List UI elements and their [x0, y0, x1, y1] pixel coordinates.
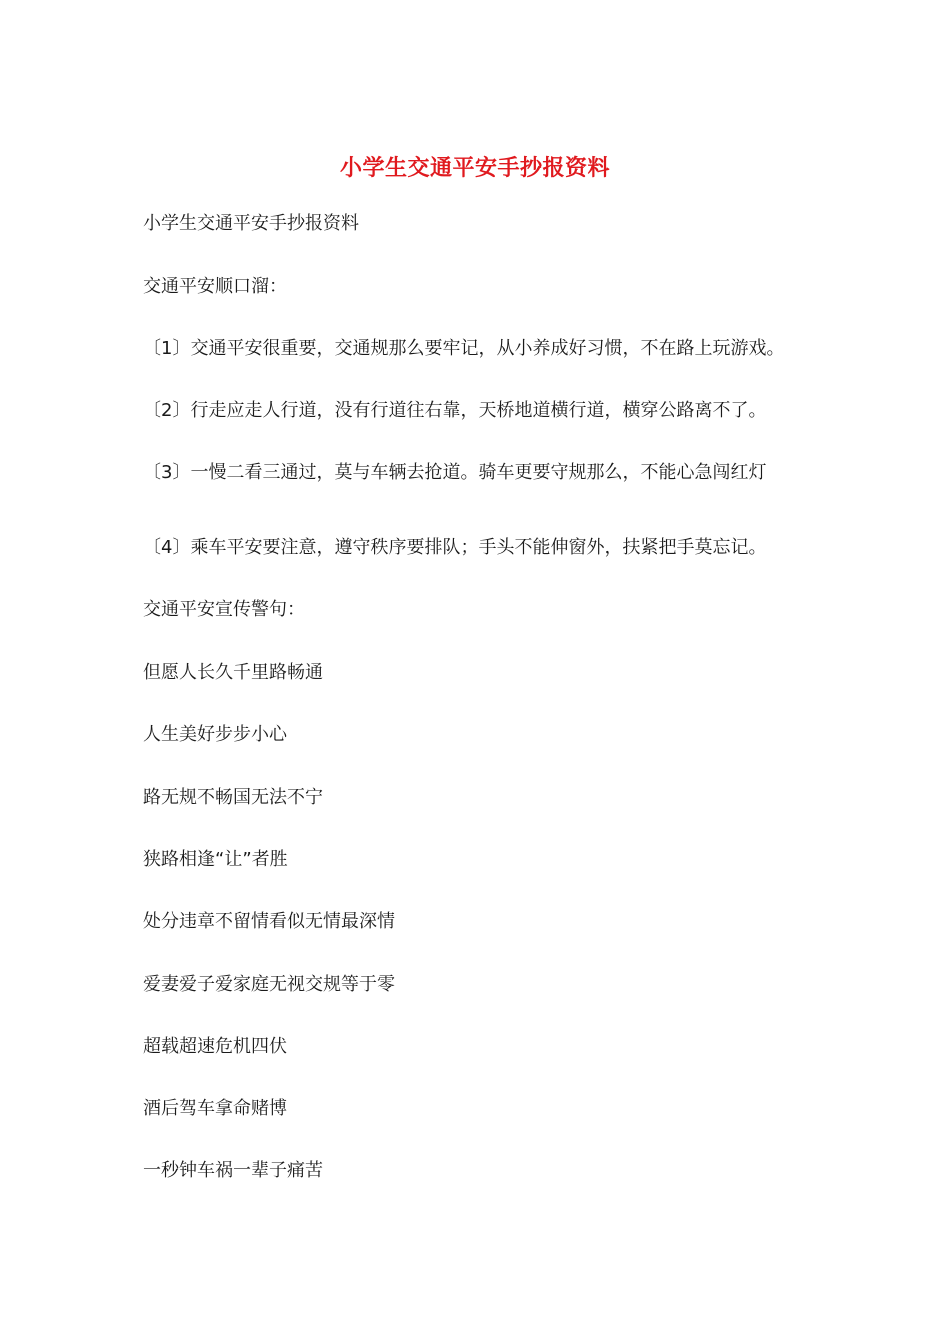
slogan-item: 但愿人长久千里路畅通	[143, 662, 323, 683]
slogan-item: 超载超速危机四伏	[143, 1036, 287, 1057]
slogan-item: 一秒钟车祸一辈子痛苦	[143, 1160, 323, 1181]
rhyme-item-1: 〔1〕交通平安很重要，交通规那么要牢记，从小养成好习惯，不在路上玩游戏。	[143, 338, 785, 359]
paragraph-subtitle: 小学生交通平安手抄报资料	[143, 213, 359, 234]
slogan-item: 路无规不畅国无法不宁	[143, 787, 323, 808]
rhyme-item-3: 〔3〕一慢二看三通过，莫与车辆去抢道。骑车更要守规那么，不能心急闯红灯	[143, 462, 767, 483]
document-title: 小学生交通平安手抄报资料	[339, 155, 610, 181]
slogan-item: 酒后驾车拿命赌博	[143, 1098, 287, 1119]
rhyme-item-4: 〔4〕乘车平安要注意，遵守秩序要排队；手头不能伸窗外，扶紧把手莫忘记。	[143, 537, 767, 558]
slogan-item: 人生美好步步小心	[143, 724, 287, 745]
rhyme-item-2: 〔2〕行走应走人行道，没有行道往右靠，天桥地道横行道，横穿公路离不了。	[143, 400, 767, 421]
slogan-item: 爱妻爱子爱家庭无视交规等于零	[143, 974, 395, 995]
section-heading-slogans: 交通平安宣传警句：	[143, 599, 305, 620]
slogan-item: 狭路相逢“让”者胜	[143, 849, 288, 870]
slogan-item: 处分违章不留情看似无情最深情	[143, 911, 395, 932]
section-heading-rhyme: 交通平安顺口溜：	[143, 276, 287, 297]
